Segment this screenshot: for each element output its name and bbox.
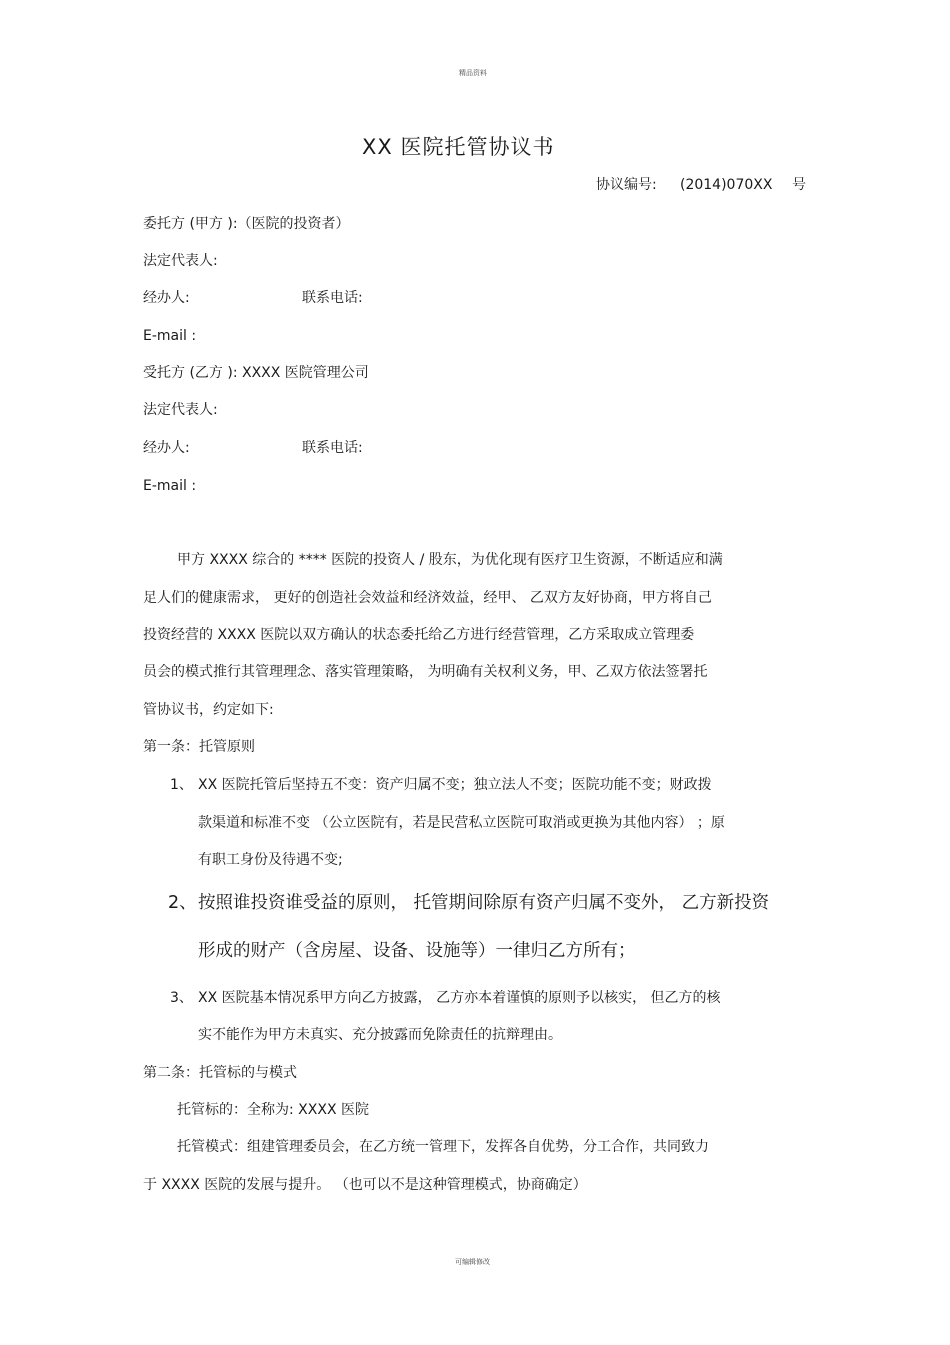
party-b-line: 受托方 (乙方 ): XXXX 医院管理公司 [143,365,369,381]
party-b-rep: 法定代表人: [143,402,218,418]
agreement-no-suffix: 号 [792,177,806,193]
party-a-line: 委托方 (甲方 ):（医院的投资者） [143,216,350,232]
party-b-email: E-mail : [143,478,197,494]
party-a-rep: 法定代表人: [143,253,218,269]
article2-target: 托管标的：全称为: XXXX 医院 [177,1102,369,1118]
footer-note: 可编辑修改 [455,1258,490,1266]
document-title: XX 医院托管协议书 [362,135,555,159]
article2-mode-line: 于 XXXX 医院的发展与提升。 （也可以不是这种管理模式，协商确定） [143,1177,587,1193]
preamble-line: 甲方 XXXX 综合的 **** 医院的投资人 / 股东，为优化现有医疗卫生资源，不断适应和满 [177,552,723,568]
item1-line: 有职工身份及待遇不变; [198,852,343,868]
item2-line: 形成的财产（含房屋、设备、设施等）一律归乙方所有； [198,941,636,961]
agreement-no-label: 协议编号: [596,177,657,193]
item2-number: 2、 [168,893,197,913]
party-a-email: E-mail : [143,328,197,344]
article1-heading: 第一条：托管原则 [143,739,255,755]
article2-mode-line: 托管模式：组建管理委员会，在乙方统一管理下，发挥各自优势，分工合作，共同致力 [177,1139,709,1155]
preamble-line: 投资经营的 XXXX 医院以双方确认的状态委托给乙方进行经营管理，乙方采取成立管理委 [143,627,695,643]
preamble-line: 足人们的健康需求， 更好的创造社会效益和经济效益，经甲、 乙双方友好协商，甲方将自己 [143,590,712,606]
item3-line: XX 医院基本情况系甲方向乙方披露， 乙方亦本着谨慎的原则予以核实， 但乙方的核 [198,990,721,1006]
item1-line: XX 医院托管后坚持五不变：资产归属不变；独立法人不变；医院功能不变；财政拨 [198,777,712,793]
item3-number: 3、 [170,990,193,1006]
agreement-no-value: (2014)070XX [680,177,773,193]
party-a-phone: 联系电话: [302,290,363,306]
item1-number: 1、 [170,777,193,793]
party-b-phone: 联系电话: [302,440,363,456]
item1-line: 款渠道和标准不变 （公立医院有，若是民营私立医院可取消或更换为其他内容） ；原 [198,815,725,831]
header-note: 精品资料 [459,69,487,77]
party-b-agent: 经办人: [143,440,190,456]
article2-heading: 第二条：托管标的与模式 [143,1065,297,1081]
party-a-agent: 经办人: [143,290,190,306]
item3-line: 实不能作为甲方未真实、充分披露而免除责任的抗辩理由。 [198,1027,562,1043]
preamble-line: 员会的模式推行其管理理念、落实管理策略， 为明确有关权利义务，甲、乙双方依法签署托 [143,664,708,680]
preamble-line: 管协议书，约定如下: [143,702,274,718]
item2-line: 按照谁投资谁受益的原则， 托管期间除原有资产归属不变外， 乙方新投资 [198,893,770,913]
